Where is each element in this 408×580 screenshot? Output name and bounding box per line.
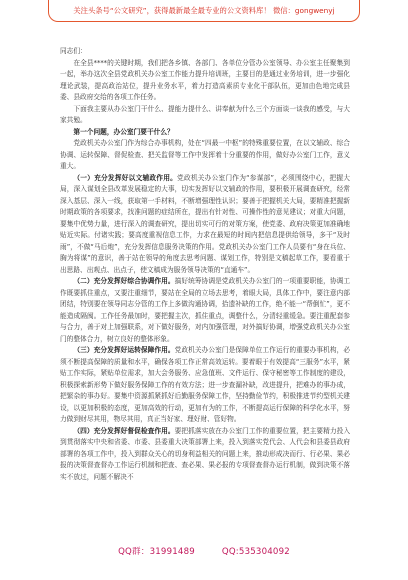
item-text: 搞好统筹协调是党政机关办公室门的一项重要职能，协调工作既要抓住重点，又要注重细节，要站在全局的立场去思考，着眼大局，具体工作中，要注意内部团结，特别要在领导同志分管的工作上多做沟通协调，拾遗补缺的工作，绝不能一“帮倒忙”，更不能造成隔阂。工作任务最加时，要把握主次，抓住重点，调整什么，分清轻重缓急。要注重配套参与合力，善于对上加强联系，对下做好服务，对内加强管理，对外搞好协调，增强党政机关办公室门的整体合力，树立良好的整体形象。 bbox=[60, 277, 351, 343]
promo-banner: 关注头条号“公文研究”，获得最新最全最专业的公文资料库！ 微信：gongwenyj bbox=[48, 0, 360, 22]
item-paragraph bbox=[60, 276, 350, 345]
item-lead: （三）充分发挥好运转保障作用。 bbox=[73, 346, 175, 354]
item-lead: （四）充分发挥好督促检查作用。 bbox=[73, 426, 175, 435]
outline-paragraph: 下面我主要从办公室门干什么、提能力提什么、讲奉献为什么三个方面谈一谈我的感受，与大家共勉。 bbox=[60, 104, 350, 124]
item-text: 党政机关办公室门是保障单位工作运行的重要办事机构，必须不断提高保障的质量和水平，确保各项工作正常高效运转。要着眼于有效提高“三服务”水平，紧贴工作实际，紧贴单位需求，加大会务服务、应急值班、文件运行、保守秘密等工作制度的建设，积极探索新形势下做好服务保障工作的有效方法；进一步查漏补缺，改进提升，把难办的事办成，把繁杂的事办好。要集中资源抓紧抓好后勤服务保障工作，坚持勤俭节约，积极推进节约型机关建设，以更加积极的态度，更加高效的行动，更加有为的工作，不断提高运行保障的科学化水平，努力做到财尽其用，物尽其用，真正当好家、理好财、管好物。 bbox=[60, 346, 351, 423]
section-heading: 第一个问题，办公室门要干什么？ bbox=[73, 127, 174, 136]
qq-group-text: QQ群：31991489 bbox=[118, 547, 195, 557]
item-paragraph bbox=[60, 345, 350, 426]
section-intro: 党政机关办公室门作为综合办事机构，处在“四最一中枢”的特殊重要位置，在以文辅政、综合协调、运转保障、督促检查、把关监督等工作中发挥着十分重要的作用，做好办公室门工作，意义重大。 bbox=[60, 139, 350, 170]
salutation: 同志们： bbox=[60, 47, 87, 55]
contact-footer bbox=[0, 545, 408, 565]
item-lead: （一）充分发挥好以文辅政作用。 bbox=[73, 173, 178, 182]
item-paragraph bbox=[60, 426, 350, 484]
item-text: 党政机关办公室门作为“参谋部”，必须围绕中心，把握大局，深入谋划全县改革发展稳定的大事，切实发挥好以文辅政的作用，要积极开展调查研究，经常深入基层、深入一线，获取第一手材料，不断增强理性认识；要善于把握机关大局，要精准把握新时期政策的各项要求，找准问题的症结所在，提出有针对性、可操作性的意见建议；对重大问题，要集中优势力量，进行深入的调查研究，提出切实可行的对策方案，使党委、政府决策更加准确地贴近实际。付诸实践；要高度重视信息工作，力求在最短的时间内把信息提供给领导，多干“及时雨”，不做“马后炮”，充分发挥信息服务决策的作用。党政机关办公室门工作人员要有“身在兵位、胸为将谋”的意识，善于站在领导的角度去思考问题、谋划工作，特别是文稿起草工作，要看重于出思路、出观点、出点子，使文稿成为服务领导决策的“直通车”。 bbox=[60, 173, 350, 274]
item-lead: （二）充分发挥好综合协调作用。 bbox=[73, 277, 175, 285]
intro-paragraph: 在全县****的关键时期，我们把各乡镇、各部门、各单位分管办公室领导、办公室主任聚集到一起，举办这次全县党政机关办公室工作能力提升培训班，主要目的是通过业务培训，进一步强化理论武装，提高政治站位，提升业务水平，着力打造高素质专业化干部队伍，更加由色地完成县委、县政府交给的各项工作任务。 bbox=[60, 58, 350, 101]
document-body bbox=[60, 46, 350, 483]
item-paragraph bbox=[60, 173, 350, 277]
qq-text: QQ:535304092 bbox=[221, 547, 290, 557]
item-text: 要把抓落实放在办公室门工作的重要位置，把主要精力投入到贯彻落实中央和省委、市委、县委重大决策部署上来，投入到落实党代会、人代会和县委县政府部署的各项工作中，投入到群众关心的切身利益相关的问题上来，推动形成决而行、行必果、果必报的决策督查督办工作运行机制和把查、查必果、果必报的专项督查督办运行机制，做到决策不落实不放过，问题不解决不 bbox=[60, 426, 351, 481]
